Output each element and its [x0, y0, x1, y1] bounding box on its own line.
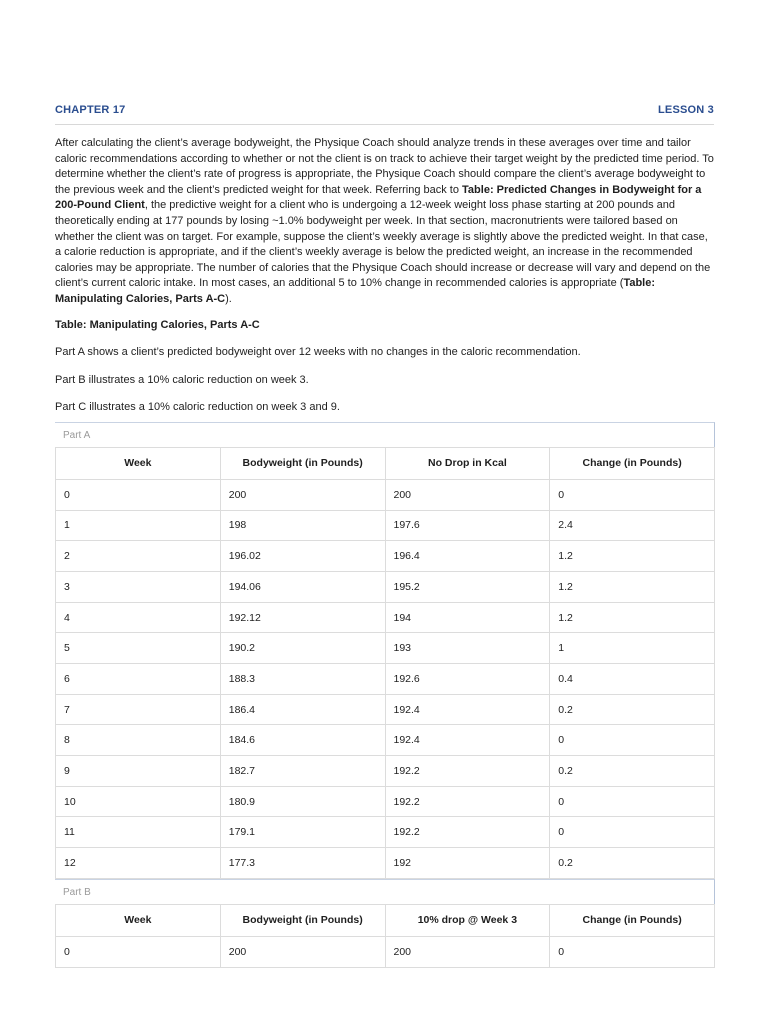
part-b-description: Part B illustrates a 10% caloric reduction on week 3. [55, 373, 309, 386]
table-cell: 2 [56, 541, 221, 572]
table-row [56, 664, 715, 695]
table-cell: 200 [385, 936, 550, 967]
table-cell: 1 [550, 633, 715, 664]
table-cell: 12 [56, 848, 221, 879]
table-cell: 5 [56, 633, 221, 664]
table-cell: 1.2 [550, 602, 715, 633]
table-cell: 180.9 [220, 786, 385, 817]
table-cell: 0.2 [550, 848, 715, 879]
column-header: Bodyweight (in Pounds) [220, 904, 385, 936]
table-cell: 10 [56, 786, 221, 817]
table-cell: 11 [56, 817, 221, 848]
table-cell: 177.3 [220, 848, 385, 879]
table-row [56, 602, 715, 633]
intro-text-3: ). [225, 292, 232, 305]
column-header: Week [56, 904, 221, 936]
intro-text-2: , the predictive weight for a client who is undergoing a 12-week weight loss phase starting at 200 pounds and theoretically ending at 177 pounds by losing ~1.0% bodyweight per week. In that section, macronutrients were tailored based on whether the client was on target. For example, suppose the client’s weekly average is slightly above the predicted weight. In that case, a calorie reduction is appropriate, and if the client’s weekly average is below the predicted weight, an increase in the recommended calories may be appropriate. The number of calories that the Physique Coach should increase or decrease will vary and depend on the client’s current caloric intake. In most cases, an additional 5 to 10% change in recommended calories is appropriate ( [55, 199, 711, 290]
table-row [56, 786, 715, 817]
table-cell: 0 [550, 817, 715, 848]
table-cell: 192.12 [220, 602, 385, 633]
chapter-label: CHAPTER 17 [55, 104, 126, 116]
table-cell: 196.02 [220, 541, 385, 572]
table-cell: 198 [220, 510, 385, 541]
part-a-table [55, 447, 715, 879]
table-row [56, 817, 715, 848]
column-header: Change (in Pounds) [550, 447, 715, 479]
table-cell: 194 [385, 602, 550, 633]
table-cell: 192.6 [385, 664, 550, 695]
column-header: No Drop in Kcal [385, 447, 550, 479]
table-cell: 1.2 [550, 541, 715, 572]
table-cell: 200 [385, 479, 550, 510]
column-header: Change (in Pounds) [550, 904, 715, 936]
part-a-label: Part A [55, 422, 715, 447]
table-row [56, 633, 715, 664]
table-cell: 8 [56, 725, 221, 756]
table-cell: 0 [56, 479, 221, 510]
table-cell: 197.6 [385, 510, 550, 541]
intro-paragraph [55, 136, 715, 308]
table-cell: 196.4 [385, 541, 550, 572]
table-title: Table: Manipulating Calories, Parts A-C [55, 318, 260, 331]
column-header: Bodyweight (in Pounds) [220, 447, 385, 479]
table-cell: 9 [56, 756, 221, 787]
table-header-row [56, 447, 715, 479]
table-cell: 192.2 [385, 786, 550, 817]
table-row [56, 571, 715, 602]
table-cell: 0.2 [550, 694, 715, 725]
table-row [56, 725, 715, 756]
table-row [56, 936, 715, 967]
intro-text-1: After calculating the client’s average bodyweight, the Physique Coach should analyze trends in these averages over time and tailor caloric recommendations according to whether or not the client is on track to achieve their target weight by the predicted time period. To determine whether the client’s rate of progress is appropriate, the Physique Coach should compare the client’s average bodyweight to the previous week and the client’s predicted weight for that week. Referring back to [55, 137, 714, 196]
column-header: 10% drop @ Week 3 [385, 904, 550, 936]
table-cell: 192.4 [385, 694, 550, 725]
table-cell: 192.2 [385, 756, 550, 787]
table-cell: 4 [56, 602, 221, 633]
table-row [56, 541, 715, 572]
table-cell: 0 [56, 936, 221, 967]
table-cell: 182.7 [220, 756, 385, 787]
table-row [56, 479, 715, 510]
table-cell: 6 [56, 664, 221, 695]
table-row [56, 848, 715, 879]
table-cell: 0.2 [550, 756, 715, 787]
table-cell: 190.2 [220, 633, 385, 664]
table-cell: 192.2 [385, 817, 550, 848]
table-cell: 3 [56, 571, 221, 602]
column-header: Week [56, 447, 221, 479]
table-cell: 179.1 [220, 817, 385, 848]
intro-table-ref-1: Table: Predicted Changes in Bodyweight for a 200-Pound Client [55, 183, 702, 212]
table-row [56, 510, 715, 541]
table-cell: 188.3 [220, 664, 385, 695]
part-c-description: Part C illustrates a 10% caloric reduction on week 3 and 9. [55, 401, 340, 414]
table-cell: 0 [550, 936, 715, 967]
page-header [55, 104, 714, 125]
table-cell: 195.2 [385, 571, 550, 602]
table-row [56, 756, 715, 787]
lesson-content [55, 136, 715, 968]
table-cell: 192.4 [385, 725, 550, 756]
table-cell: 0.4 [550, 664, 715, 695]
table-row [56, 694, 715, 725]
table-cell: 0 [550, 786, 715, 817]
table-cell: 1 [56, 510, 221, 541]
table-cell: 7 [56, 694, 221, 725]
table-cell: 194.06 [220, 571, 385, 602]
table-cell: 200 [220, 479, 385, 510]
table-cell: 186.4 [220, 694, 385, 725]
part-b-table [55, 904, 715, 968]
table-cell: 193 [385, 633, 550, 664]
part-b-label: Part B [55, 879, 715, 904]
part-a-body [56, 479, 715, 878]
table-cell: 1.2 [550, 571, 715, 602]
table-cell: 200 [220, 936, 385, 967]
table-cell: 0 [550, 479, 715, 510]
part-a-description: Part A shows a client’s predicted bodyweight over 12 weeks with no changes in the caloric recommendation. [55, 346, 581, 359]
table-cell: 184.6 [220, 725, 385, 756]
part-b-body [56, 936, 715, 967]
table-cell: 2.4 [550, 510, 715, 541]
table-cell: 192 [385, 848, 550, 879]
table-cell: 0 [550, 725, 715, 756]
lesson-label: LESSON 3 [657, 104, 714, 116]
table-header-row [56, 904, 715, 936]
intro-table-ref-2: Table: Manipulating Calories, Parts A-C [55, 277, 656, 305]
